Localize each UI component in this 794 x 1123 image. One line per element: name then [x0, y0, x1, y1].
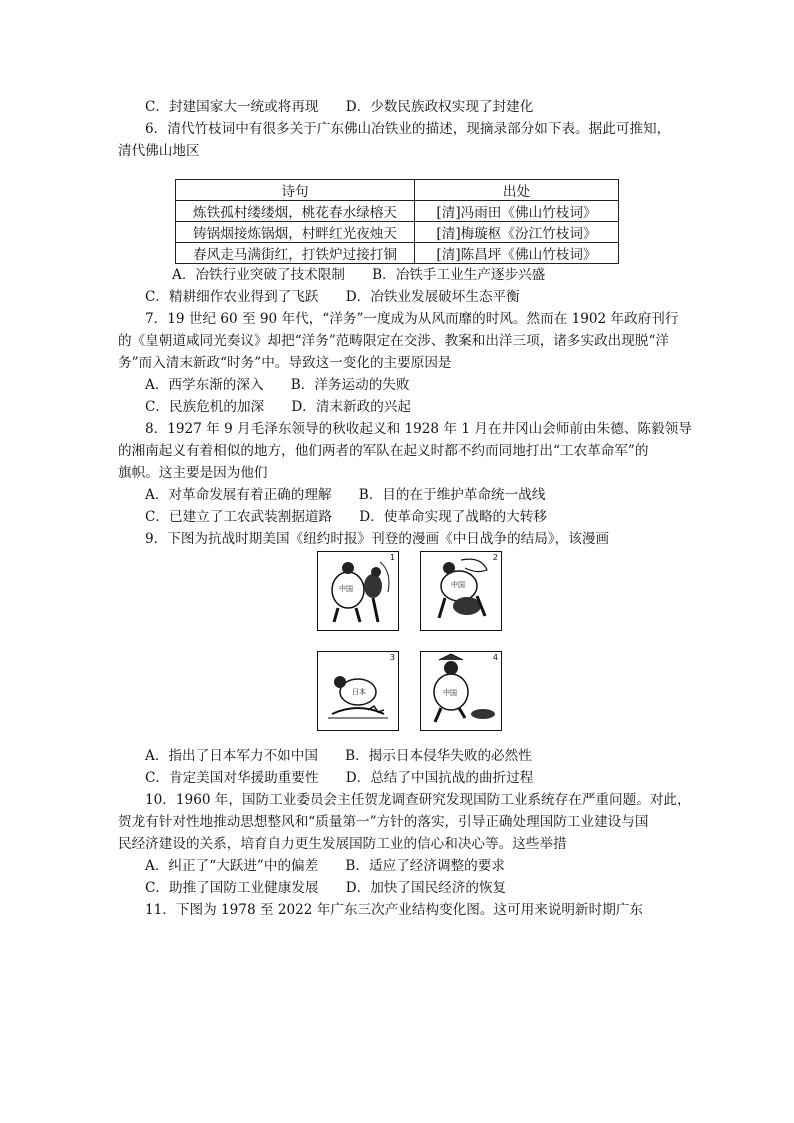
cartoon-panel-4	[420, 651, 502, 731]
q5-options-cd: C．封建国家大一统或将再现 D．少数民族政权实现了封建化	[145, 99, 534, 115]
q9-stem: 9．下图为抗战时期美国《纽约时报》刊登的漫画《中日战争的结局》，该漫画	[145, 531, 610, 547]
panel-number: 1	[389, 553, 395, 562]
q8-options-cd: C．已建立了工农武装割据道路 D．使革命实现了战略的大转移	[145, 509, 547, 525]
table-row	[176, 222, 619, 243]
q8-stem-line3: 旗帜。这主要是因为他们	[118, 465, 268, 481]
q6-options-cd: C．精耕细作农业得到了飞跃 D．冶铁业发展破坏生态平衡	[145, 289, 520, 305]
panel-number: 3	[389, 653, 395, 662]
panel-label: 日本	[352, 688, 366, 696]
q7-options-cd: C．民族危机的加深 D．清末新政的兴起	[145, 399, 411, 415]
panel-label: 中国	[451, 581, 465, 589]
source-cell: [清]梅璇枢《汾江竹枝词》	[415, 222, 619, 243]
q9-options-ab: A．指出了日本军力不如中国 B．揭示日本侵华失败的必然性	[145, 748, 532, 764]
q6-stem-line1: 6．清代竹枝词中有很多关于广东佛山冶铁业的描述，现摘录部分如下表。据此可推知，	[145, 121, 671, 137]
cartoon-illustration-icon	[421, 552, 501, 630]
q8-stem-line2: 的湘南起义有着相似的地方，他们两者的军队在起义时都不约而同地打出“工农革命军”的	[118, 443, 649, 459]
cartoon-panel-1	[317, 551, 399, 631]
q7-stem-line2: 的《皇朝道咸同光奏议》却把“洋务”范畴限定在交涉、教案和出洋三项，诸多实政出现脱“洋	[118, 333, 670, 349]
q10-stem-line2: 贺龙有针对性地推动思想整风和“质量第一”方针的落实，引导正确处理国防工业建设与国	[118, 814, 649, 830]
panel-number: 2	[492, 553, 498, 562]
cartoon-panel-2	[420, 551, 502, 631]
q10-stem-line1: 10．1960 年，国防工业委员会主任贺龙调查研究发现国防工业系统存在严重问题。对此，	[145, 792, 691, 808]
q7-stem-line1: 7．19 世纪 60 至 90 年代，“洋务”一度成为从风而靡的时风。然而在 1902 年政府刊行	[145, 311, 679, 327]
panel-label: 中国	[443, 689, 457, 697]
poem-cell: 春风走马满街红，打铁炉过接打铜	[176, 243, 415, 264]
cartoon-illustration-icon	[421, 652, 501, 730]
source-cell: [清]陈昌坪《佛山竹枝词》	[415, 243, 619, 264]
q6-options-ab: A．冶铁行业突破了技术限制 B．冶铁手工业生产逐步兴盛	[172, 267, 546, 283]
poem-cell: 铸锅烟接炼锅烟，村畔红光夜烛天	[176, 222, 415, 243]
header-cell: 出处	[415, 180, 619, 201]
poem-cell: 炼铁孤村缕缕烟，桃花春水绿榕天	[176, 201, 415, 222]
header-cell: 诗句	[176, 180, 415, 201]
table-row	[176, 201, 619, 222]
q7-options-ab: A．西学东渐的深入 B．洋务运动的失败	[145, 377, 410, 393]
table-header-row	[176, 180, 619, 201]
q10-stem-line3: 民经济建设的关系，培育自力更生发展国防工业的信心和决心等。这些举措	[118, 836, 567, 852]
cartoon-panel-3	[317, 651, 399, 731]
source-cell: [清]冯雨田《佛山竹枝词》	[415, 201, 619, 222]
panel-label: 中国	[339, 585, 353, 593]
cartoon-illustration-icon	[318, 552, 398, 630]
q9-options-cd: C．肯定美国对华援助重要性 D．总结了中国抗战的曲折过程	[145, 770, 534, 786]
poem-table	[175, 179, 619, 264]
q6-stem-line2: 清代佛山地区	[118, 143, 200, 159]
q10-options-ab: A．纠正了“大跃进”中的偏差 B．适应了经济调整的要求	[145, 858, 505, 874]
q10-options-cd: C．助推了国防工业健康发展 D．加快了国民经济的恢复	[145, 880, 507, 896]
q11-stem: 11．下图为 1978 至 2022 年广东三次产业结构变化图。这可用来说明新时期广东	[145, 902, 643, 918]
q8-stem-line1: 8．1927 年 9 月毛泽东领导的秋收起义和 1928 年 1 月在井冈山会师前由朱德、陈毅领导	[145, 421, 692, 437]
panel-number: 4	[492, 653, 498, 662]
table-row	[176, 243, 619, 264]
q7-stem-line3: 务”而入清末新政“时务”中。导致这一变化的主要原因是	[118, 355, 452, 371]
q8-options-ab: A．对革命发展有着正确的理解 B．目的在于维护革命统一战线	[145, 487, 546, 503]
